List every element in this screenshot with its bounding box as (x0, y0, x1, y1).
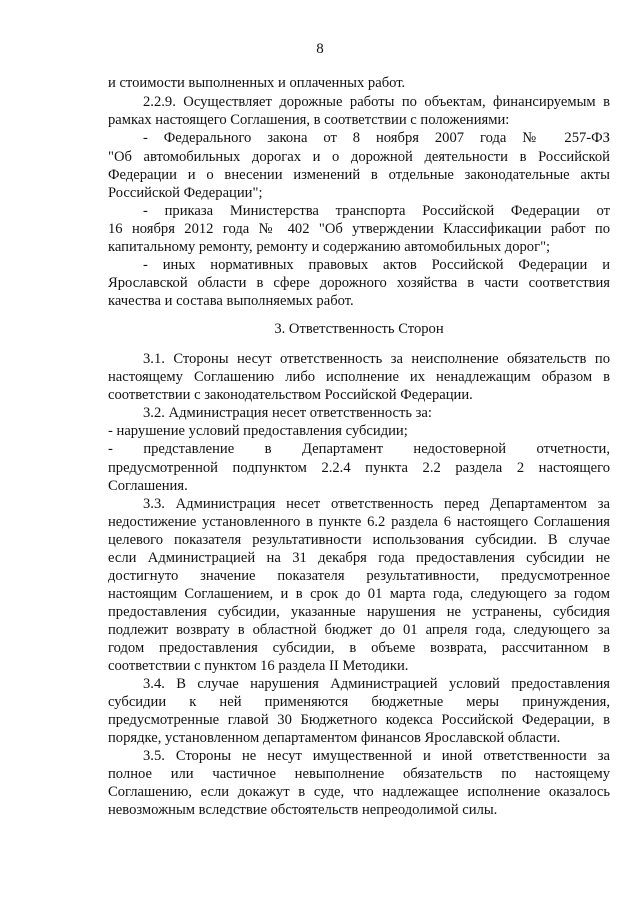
text-line: 3.5. Стороны не несут имущественной и иной ответственности за (143, 748, 610, 764)
section-heading: 3. Ответственность Сторон (274, 321, 444, 337)
text-line: годом предоставления субсидии, в объеме возврата, рассчитанном в (108, 640, 610, 656)
text-line: рамках настоящего Соглашения, в соответствии с положениями: (108, 112, 510, 128)
text-line: соответствии с законодательством Российской Федерации. (108, 387, 473, 403)
text-line: Ярославской области в сфере дорожного хозяйства в части соответствия (108, 275, 610, 291)
text-line: 2.2.9. Осуществляет дорожные работы по объектам, финансируемым в (143, 94, 610, 110)
text-line: Соглашения. (108, 478, 188, 494)
text-line: если Администрацией на 31 декабря года предоставления субсидии не (108, 550, 610, 566)
text-line: 3.1. Стороны несут ответственность за неисполнение обязательств по (143, 351, 610, 367)
text-line: 3.3. Администрация несет ответственность перед Департаментом за (143, 496, 610, 512)
text-line: достигнуто значение показателя результативности, предусмотренное (108, 568, 610, 584)
list-item: - Федерального закона от 8 ноября 2007 года № 257-ФЗ (143, 130, 610, 146)
text-line: предоставления субсидии, указанные нарушения не устранены, субсидия (108, 604, 610, 620)
text-line: "Об автомобильных дорогах и о дорожной деятельности в Российской (108, 149, 610, 165)
text-line: порядке, установленном департаментом финансов Ярославской области. (108, 730, 561, 746)
text-line: настоящим Соглашением, и в срок до 01 марта года, следующего за годом (108, 586, 610, 602)
text-line: предусмотренной подпунктом 2.2.4 пункта 2.2 раздела 2 настоящего (108, 460, 610, 476)
text-line: настоящему Соглашению либо исполнение их ненадлежащим образом в (108, 369, 610, 385)
text-line: целевого показателя результативности использования субсидии. В случае (108, 532, 610, 548)
text-line: полное или частичное невыполнение обязательств по настоящему (108, 766, 610, 782)
text-line: 16 ноября 2012 года № 402 "Об утверждении Классификации работ по (108, 221, 610, 237)
text-line: подлежит возврату в областной бюджет до 01 апреля года, следующего за (108, 622, 610, 638)
text-line: невозможным вследствие обстоятельств непреодолимой силы. (108, 802, 498, 818)
text-line: и стоимости выполненных и оплаченных работ. (108, 75, 406, 91)
list-item: - иных нормативных правовых актов Российской Федерации и (143, 257, 610, 273)
text-line: предусмотренные главой 30 Бюджетного кодекса Российской Федерации, в (108, 712, 610, 728)
page-number: 8 (316, 41, 324, 57)
text-line: 3.4. В случае нарушения Администрацией условий предоставления (143, 676, 610, 692)
text-line: капитальному ремонту, ремонту и содержанию автомобильных дорог"; (108, 239, 551, 255)
text-line: Соглашению, если докажут в суде, что надлежащее исполнение оказалось (108, 784, 610, 800)
list-item: - приказа Министерства транспорта Российской Федерации от (143, 203, 610, 219)
list-item: - нарушение условий предоставления субсидии; (108, 423, 408, 439)
text-line: соответствии с пунктом 16 раздела II Методики. (108, 658, 409, 674)
text-line: недостижение установленного в пункте 6.2 раздела 6 настоящего Соглашения (108, 514, 610, 530)
text-line: 3.2. Администрация несет ответственность за: (143, 405, 432, 421)
text-line: Федерации и о внесении изменений в отдельные законодательные акты (108, 167, 610, 183)
text-line: качества и состава выполняемых работ. (108, 293, 354, 309)
text-line: Российской Федерации"; (108, 185, 263, 201)
list-item: - представление в Департамент недостоверной отчетности, (108, 441, 610, 457)
text-line: субсидии к ней применяются бюджетные меры принуждения, (108, 694, 610, 710)
